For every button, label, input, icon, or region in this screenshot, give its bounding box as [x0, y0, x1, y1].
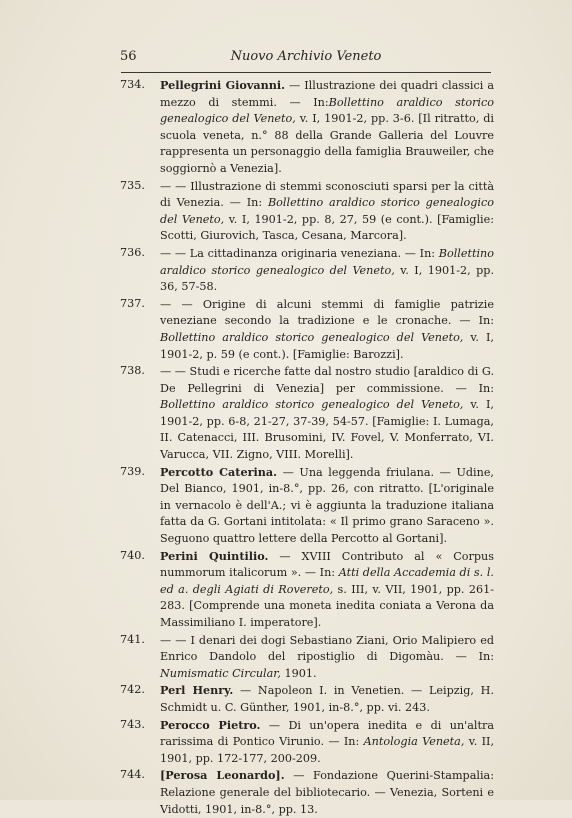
entry-text: — XVIII Contributo al « Corpus nummorum italicorum ». — In: — [160, 549, 494, 580]
entry-text: — — La cittadinanza originaria veneziana. — In: — [160, 246, 439, 260]
page-header — [120, 49, 492, 69]
entry-number: 734. — [120, 78, 145, 91]
bibliography-entry — [120, 464, 494, 548]
entry-author: Perl Henry. — [160, 683, 234, 698]
entry-text: — — Studi e ricerche fatte dal nostro studio [araldico di G. De Pellegrini di Venezia] per commissione. — In: — [160, 365, 494, 395]
bibliography-entry — [120, 767, 494, 818]
entry-number: 740. — [120, 548, 145, 562]
entry-text: — Illustrazione dei quadri classici a mezzo di stemmi. — In: — [160, 79, 494, 109]
bibliography-list — [120, 77, 494, 818]
entry-text: v. I, 1901-2, pp. 3-6. [Il ritratto, di scuola veneta, n.° 88 della Grande Galleria del Louvre rappresenta un personaggio della famiglia Brauweiler, che soggiornò a Venezia]. — [160, 112, 494, 175]
bibliography-entry — [120, 682, 494, 716]
entry-author: Perini Quintilio. — [160, 548, 269, 563]
entry-number: 742. — [120, 683, 145, 697]
page-number: 56 — [120, 49, 137, 64]
entry-number: 735. — [120, 178, 145, 192]
entry-text: — Fondazione Querini-Stampalia: Relazione generale del bibliotecario. — Venezia, Sorteni e Vidotti, 1901, in-8.°, pp. 13. — [160, 769, 494, 816]
entry-periodical: Bollettino araldico storico genealogico del Veneto, — [160, 398, 464, 412]
entry-periodical: Bollettino araldico storico genealogico del Veneto, — [160, 330, 464, 344]
bibliography-entry — [120, 245, 494, 296]
entry-number: 744. — [120, 768, 145, 782]
entry-text: — — I denari dei dogi Sebastiano Ziani, Orio Malipiero ed Enrico Dandolo del ripostiglio di Digomàu. — In: — [160, 633, 494, 664]
entry-text: v. II, 1901, pp. 172-177, 200-209. — [160, 735, 495, 765]
entry-text: s. III, v. VII, 1901, pp. 261-283. [Comprende una moneta inedita coniata a Verona da Massimiliano I. imperatore]. — [160, 582, 494, 629]
entry-author: [Perosa Leonardo]. — [160, 768, 285, 783]
entry-text: — — Illustrazione di stemmi sconosciuti sparsi per la città di Venezia. — In: — [160, 179, 494, 210]
entry-text: 1901. — [280, 666, 317, 680]
entry-number: 739. — [120, 464, 145, 478]
entry-number: 736. — [120, 245, 145, 259]
entry-text: — Di un'opera inedita e di un'altra rarissima di Pontico Virunio. — In: — [160, 718, 494, 749]
bibliography-entry — [120, 632, 494, 683]
entry-text: v. I, 1901-2, pp. 36, 57-58. — [160, 263, 494, 294]
entry-periodical: Numismatic Circular, — [160, 666, 281, 680]
bibliography-entry — [120, 296, 494, 363]
entry-number: 738. — [120, 364, 145, 378]
entry-text: — Napoleon I. in Venetien. — Leipzig, H. Schmidt u. C. Günther, 1901, in-8.°, pp. vi. 243. — [160, 684, 494, 714]
entry-text: v. I, 1901-2, pp. 8, 27, 59 (e cont.). [Famiglie: Scotti, Giurovich, Tasca, Cesana, Marcora]. — [160, 212, 495, 243]
entry-periodical: Bollettino araldico storico genealogico del Veneto, — [160, 246, 494, 277]
entry-author: Perocco Pietro. — [160, 717, 261, 732]
entry-number: 741. — [120, 632, 145, 646]
bibliography-entry — [120, 178, 494, 245]
entry-author: Pellegrini Giovanni. — [160, 78, 285, 92]
entry-number: 743. — [120, 717, 145, 731]
bibliography-entry — [120, 717, 494, 768]
header-rule — [121, 72, 491, 73]
running-title: Nuovo Archivio Veneto — [230, 49, 382, 64]
entry-text: — — Origine di alcuni stemmi di famiglie patrizie veneziane secondo la tradizione e le cronache. — In: — [160, 297, 494, 328]
entry-text: v. I, 1901-2, pp. 6-8, 21-27, 37-39, 54-57. [Famiglie: I. Lumaga, II. Catenacci, III. Brusomini, IV. Fovel, V. Monferrato, VI. Varucca, VII. Zigno, VIII. Morelli]. — [160, 398, 494, 462]
entry-periodical: Bollettino araldico storico genealogico del Veneto, — [160, 95, 494, 126]
entry-periodical: Bollettino araldico storico genealogico del Veneto, — [160, 196, 495, 226]
bibliography-entry — [120, 548, 494, 632]
entry-periodical: Atti della Accademia di s. l. ed a. degli Agiati di Rovereto, — [160, 566, 494, 596]
entry-author: Percotto Caterina. — [160, 464, 277, 479]
entry-text: — Una leggenda friulana. — Udine, Del Bianco, 1901, in-8.°, pp. 26, con ritratto. [L'originale in vernacolo è dell'A.; vi è aggiunta la traduzione italiana fatta da G. Gortani intitolata: « Il primo grano Saraceno ». Seguono quattro lettere della Percotto al Gortani]. — [160, 465, 494, 546]
entry-periodical: Antologia Veneta, — [363, 735, 465, 749]
entry-text: v. I, 1901-2, p. 59 (e cont.). [Famiglie: Barozzi]. — [160, 330, 494, 361]
bibliography-entry — [120, 363, 494, 464]
bibliography-entry — [120, 77, 494, 178]
entry-number: 737. — [120, 296, 145, 310]
